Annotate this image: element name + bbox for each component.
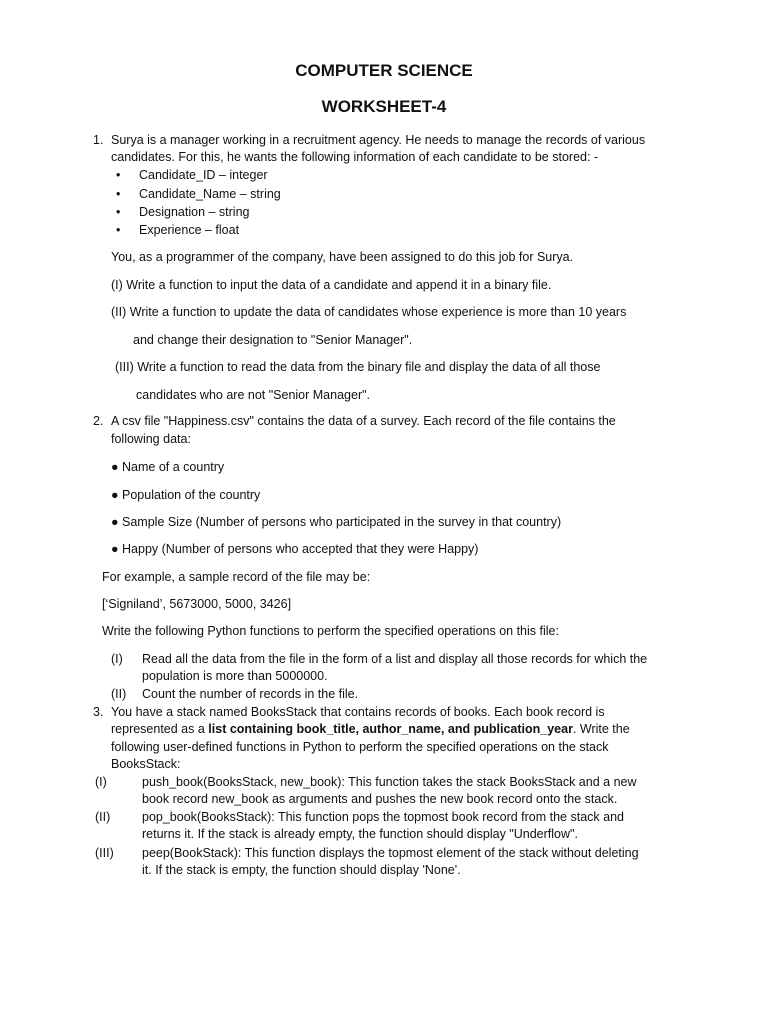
text-segment: represented as a <box>111 722 209 736</box>
data-item: ● Happy (Number of persons who accepted that they were Happy) <box>111 542 479 556</box>
data-item: ● Name of a country <box>111 460 225 474</box>
task-number: (II) <box>111 687 127 701</box>
data-item: ● Sample Size (Number of persons who participated in the survey in that country) <box>111 515 562 529</box>
task-number: (I) <box>111 652 123 666</box>
field-item: Designation – string <box>139 205 250 219</box>
function-number: (III) <box>95 846 114 860</box>
question-number: 3. <box>93 705 104 719</box>
task-text: Count the number of records in the file. <box>142 687 359 701</box>
sub-part: (III) Write a function to read the data from the binary file and display the data of all those <box>115 360 601 374</box>
paragraph: You, as a programmer of the company, have been assigned to do this job for Surya. <box>111 250 574 264</box>
function-number: (II) <box>95 810 111 824</box>
function-number: (I) <box>95 775 107 789</box>
function-text: pop_book(BooksStack): This function pops the topmost book record from the stack and <box>142 810 624 824</box>
bullet: • <box>116 168 121 182</box>
bullet: • <box>116 223 121 237</box>
bold-phrase: list containing book_title, author_name, and publication_year <box>208 722 573 736</box>
question-number: 1. <box>93 133 104 147</box>
question-text <box>111 720 630 738</box>
data-item: ● Population of the country <box>111 488 261 502</box>
function-text: peep(BookStack): This function displays the topmost element of the stack without deleting <box>142 846 639 860</box>
bullet: • <box>116 187 121 201</box>
document-title: COMPUTER SCIENCE <box>295 61 473 80</box>
question-text: following user-defined functions in Python to perform the specified operations on the stack <box>111 740 609 754</box>
worksheet-title: WORKSHEET-4 <box>321 97 447 116</box>
field-item: Candidate_ID – integer <box>139 168 268 182</box>
question-text: You have a stack named BooksStack that contains records of books. Each book record is <box>111 705 605 719</box>
function-text: returns it. If the stack is already empty, the function should display "Underflow". <box>142 827 578 841</box>
question-text: following data: <box>111 432 191 446</box>
question-text: A csv file "Happiness.csv" contains the data of a survey. Each record of the file contains the <box>111 414 616 428</box>
paragraph: For example, a sample record of the file may be: <box>102 570 371 584</box>
task-text: Read all the data from the file in the form of a list and display all those records for which the <box>142 652 648 666</box>
sub-part: candidates who are not "Senior Manager". <box>136 388 371 402</box>
task-text: population is more than 5000000. <box>142 669 328 683</box>
field-item: Candidate_Name – string <box>139 187 281 201</box>
paragraph: Write the following Python functions to perform the specified operations on this file: <box>102 624 559 638</box>
field-item: Experience – float <box>139 223 240 237</box>
bullet: • <box>116 205 121 219</box>
question-text: candidates. For this, he wants the following information of each candidate to be stored: - <box>111 150 599 164</box>
function-text: book record new_book as arguments and pushes the new book record onto the stack. <box>142 792 618 806</box>
function-text: it. If the stack is empty, the function should display 'None'. <box>142 863 461 877</box>
sub-part: (I) Write a function to input the data of a candidate and append it in a binary file. <box>111 278 552 292</box>
sub-part: (II) Write a function to update the data of candidates whose experience is more than 10 years <box>111 305 627 319</box>
text-segment: . Write the <box>572 722 630 736</box>
example-record: [‘Signiland’, 5673000, 5000, 3426] <box>102 597 292 611</box>
function-text: push_book(BooksStack, new_book): This function takes the stack BooksStack and a new <box>142 775 637 789</box>
sub-part: and change their designation to "Senior Manager". <box>133 333 413 347</box>
question-text: Surya is a manager working in a recruitment agency. He needs to manage the records of various <box>111 133 646 147</box>
question-text: BooksStack: <box>111 757 181 771</box>
question-number: 2. <box>93 414 104 428</box>
